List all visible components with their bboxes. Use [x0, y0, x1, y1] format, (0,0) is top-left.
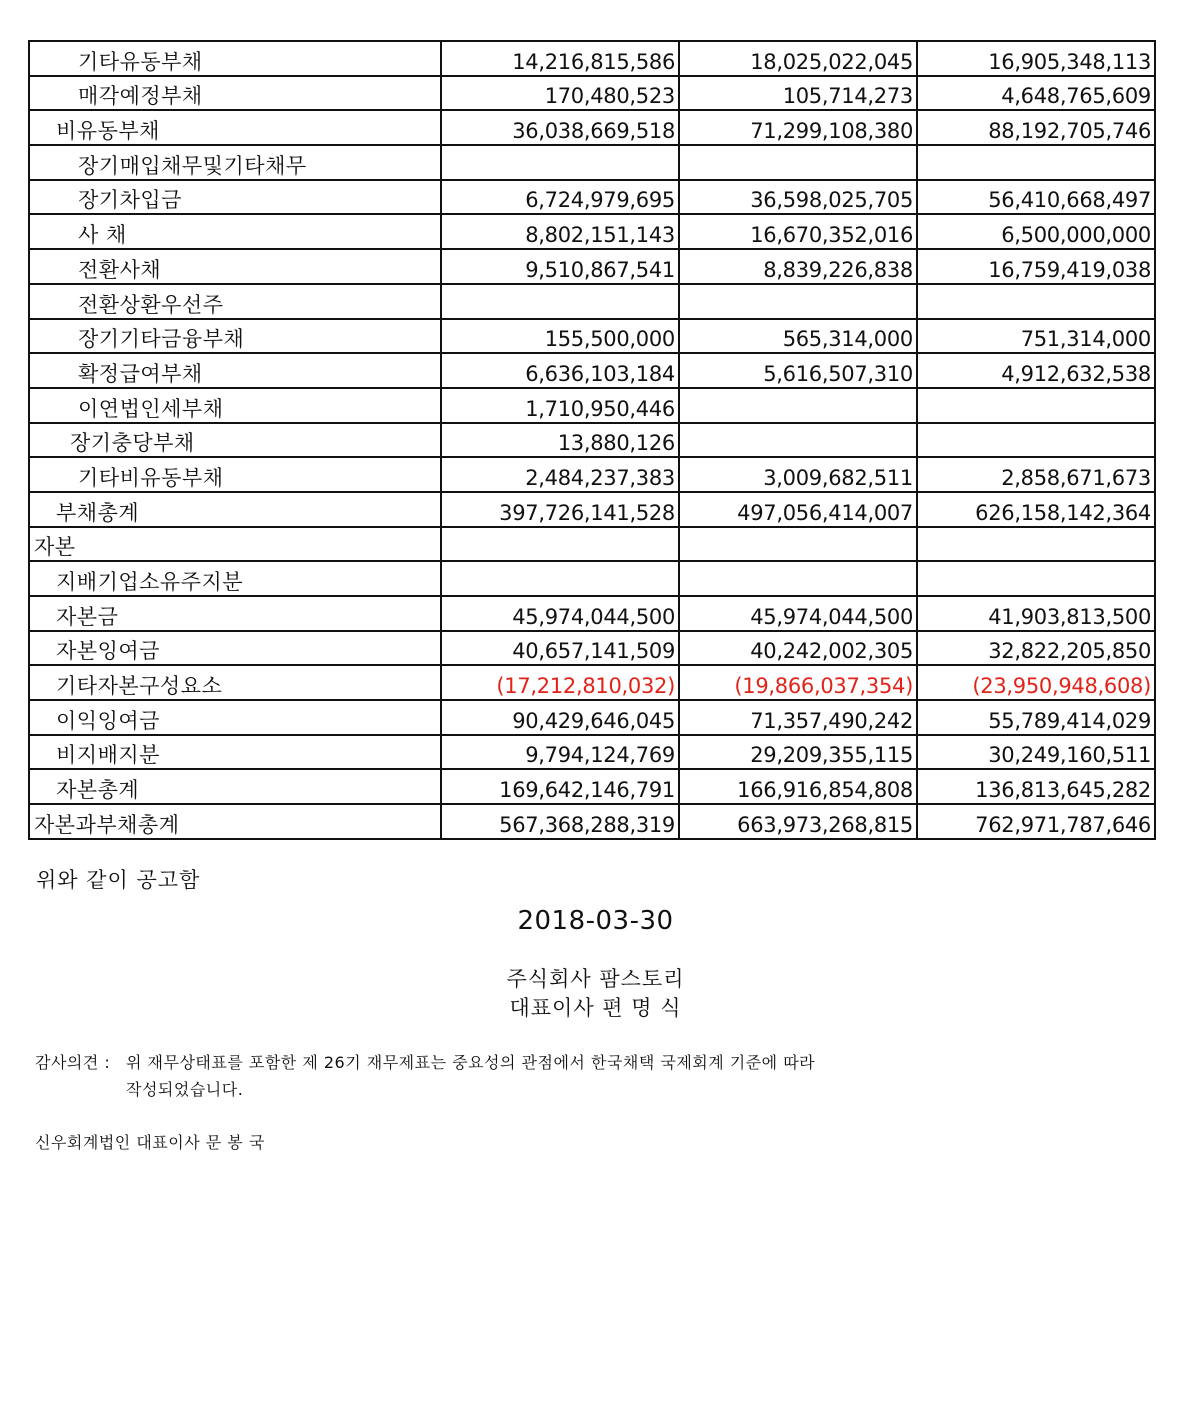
- company-name: 주식회사 팜스토리: [506, 967, 685, 991]
- row-label: 자본과부채총계: [29, 804, 441, 839]
- table-row: [29, 353, 1155, 388]
- value-cell: 71,299,108,380: [679, 110, 917, 145]
- value-cell: 6,500,000,000: [917, 214, 1155, 249]
- table-row: [29, 110, 1155, 145]
- value-cell: [679, 561, 917, 596]
- value-cell: [917, 284, 1155, 319]
- row-label: 이익잉여금: [29, 700, 441, 735]
- row-label: 자본: [29, 527, 441, 562]
- row-label: 기타자본구성요소: [29, 665, 441, 700]
- row-label: 사 채: [29, 214, 441, 249]
- table-row: [29, 249, 1155, 284]
- row-label: 장기충당부채: [29, 423, 441, 458]
- value-cell: 14,216,815,586: [441, 41, 679, 76]
- value-cell: [441, 284, 679, 319]
- table-row: [29, 457, 1155, 492]
- table-row: [29, 492, 1155, 527]
- value-cell: 567,368,288,319: [441, 804, 679, 839]
- table-row: [29, 388, 1155, 423]
- value-cell: (19,866,037,354): [679, 665, 917, 700]
- row-label: 비지배지분: [29, 735, 441, 770]
- value-cell: 16,670,352,016: [679, 214, 917, 249]
- value-cell: 13,880,126: [441, 423, 679, 458]
- value-cell: 565,314,000: [679, 319, 917, 354]
- value-cell: [917, 145, 1155, 180]
- value-cell: 32,822,205,850: [917, 631, 1155, 666]
- value-cell: 626,158,142,364: [917, 492, 1155, 527]
- row-label: 장기차입금: [29, 180, 441, 215]
- value-cell: [441, 527, 679, 562]
- table-row: [29, 804, 1155, 839]
- value-cell: 90,429,646,045: [441, 700, 679, 735]
- value-cell: [441, 145, 679, 180]
- audit-opinion-text: 위 재무상태표를 포함한 제 26기 재무제표는 중요성의 관점에서 한국채택 국제회계 기준에 따라: [126, 1053, 816, 1072]
- value-cell: 8,802,151,143: [441, 214, 679, 249]
- value-cell: 29,209,355,115: [679, 735, 917, 770]
- value-cell: 751,314,000: [917, 319, 1155, 354]
- notice-text: 위와 같이 공고함: [36, 868, 201, 892]
- value-cell: 16,905,348,113: [917, 41, 1155, 76]
- audit-opinion-label: 감사의견 :: [35, 1053, 111, 1072]
- value-cell: 41,903,813,500: [917, 596, 1155, 631]
- value-cell: 2,484,237,383: [441, 457, 679, 492]
- value-cell: 5,616,507,310: [679, 353, 917, 388]
- value-cell: 663,973,268,815: [679, 804, 917, 839]
- value-cell: 4,648,765,609: [917, 76, 1155, 111]
- table-row: [29, 769, 1155, 804]
- value-cell: 36,598,025,705: [679, 180, 917, 215]
- table-row: [29, 319, 1155, 354]
- value-cell: 45,974,044,500: [441, 596, 679, 631]
- value-cell: [917, 561, 1155, 596]
- value-cell: [679, 145, 917, 180]
- value-cell: [679, 527, 917, 562]
- value-cell: 170,480,523: [441, 76, 679, 111]
- value-cell: 6,636,103,184: [441, 353, 679, 388]
- value-cell: 397,726,141,528: [441, 492, 679, 527]
- row-label: 지배기업소유주지분: [29, 561, 441, 596]
- table-row: [29, 735, 1155, 770]
- value-cell: 36,038,669,518: [441, 110, 679, 145]
- value-cell: [917, 423, 1155, 458]
- value-cell: 9,510,867,541: [441, 249, 679, 284]
- balance-sheet-table: [28, 40, 1156, 840]
- value-cell: 88,192,705,746: [917, 110, 1155, 145]
- value-cell: 4,912,632,538: [917, 353, 1155, 388]
- value-cell: 45,974,044,500: [679, 596, 917, 631]
- row-label: 부채총계: [29, 492, 441, 527]
- table-row: [29, 631, 1155, 666]
- table-row: [29, 665, 1155, 700]
- value-cell: 40,242,002,305: [679, 631, 917, 666]
- value-cell: 497,056,414,007: [679, 492, 917, 527]
- value-cell: 105,714,273: [679, 76, 917, 111]
- value-cell: [441, 561, 679, 596]
- table-row: [29, 561, 1155, 596]
- row-label: 이연법인세부채: [29, 388, 441, 423]
- auditor-name: 신우회계법인 대표이사 문 봉 국: [35, 1133, 265, 1152]
- value-cell: [679, 423, 917, 458]
- value-cell: 166,916,854,808: [679, 769, 917, 804]
- value-cell: 136,813,645,282: [917, 769, 1155, 804]
- table-row: [29, 76, 1155, 111]
- value-cell: 762,971,787,646: [917, 804, 1155, 839]
- value-cell: [917, 388, 1155, 423]
- announcement-date: 2018-03-30: [517, 906, 674, 936]
- row-label: 장기매입채무및기타채무: [29, 145, 441, 180]
- value-cell: 8,839,226,838: [679, 249, 917, 284]
- row-label: 기타유동부채: [29, 41, 441, 76]
- row-label: 전환사채: [29, 249, 441, 284]
- row-label: 전환상환우선주: [29, 284, 441, 319]
- value-cell: 169,642,146,791: [441, 769, 679, 804]
- value-cell: (23,950,948,608): [917, 665, 1155, 700]
- value-cell: 56,410,668,497: [917, 180, 1155, 215]
- table-row: [29, 214, 1155, 249]
- audit-opinion-text-continued: 작성되었습니다.: [126, 1080, 244, 1099]
- ceo-name: 대표이사 편 명 식: [509, 996, 682, 1020]
- value-cell: 18,025,022,045: [679, 41, 917, 76]
- row-label: 매각예정부채: [29, 76, 441, 111]
- row-label: 기타비유동부채: [29, 457, 441, 492]
- row-label: 확정급여부채: [29, 353, 441, 388]
- value-cell: 9,794,124,769: [441, 735, 679, 770]
- row-label: 자본금: [29, 596, 441, 631]
- balance-sheet-body: [29, 41, 1155, 839]
- table-row: [29, 284, 1155, 319]
- value-cell: 30,249,160,511: [917, 735, 1155, 770]
- value-cell: 2,858,671,673: [917, 457, 1155, 492]
- table-row: [29, 423, 1155, 458]
- value-cell: 6,724,979,695: [441, 180, 679, 215]
- row-label: 비유동부채: [29, 110, 441, 145]
- table-row: [29, 527, 1155, 562]
- value-cell: 55,789,414,029: [917, 700, 1155, 735]
- table-row: [29, 180, 1155, 215]
- value-cell: [679, 388, 917, 423]
- row-label: 자본총계: [29, 769, 441, 804]
- value-cell: 155,500,000: [441, 319, 679, 354]
- row-label: 장기기타금융부채: [29, 319, 441, 354]
- value-cell: [679, 284, 917, 319]
- table-row: [29, 41, 1155, 76]
- value-cell: 71,357,490,242: [679, 700, 917, 735]
- value-cell: [917, 527, 1155, 562]
- table-row: [29, 700, 1155, 735]
- value-cell: 16,759,419,038: [917, 249, 1155, 284]
- value-cell: 3,009,682,511: [679, 457, 917, 492]
- table-row: [29, 596, 1155, 631]
- value-cell: 1,710,950,446: [441, 388, 679, 423]
- table-row: [29, 145, 1155, 180]
- value-cell: 40,657,141,509: [441, 631, 679, 666]
- row-label: 자본잉여금: [29, 631, 441, 666]
- value-cell: (17,212,810,032): [441, 665, 679, 700]
